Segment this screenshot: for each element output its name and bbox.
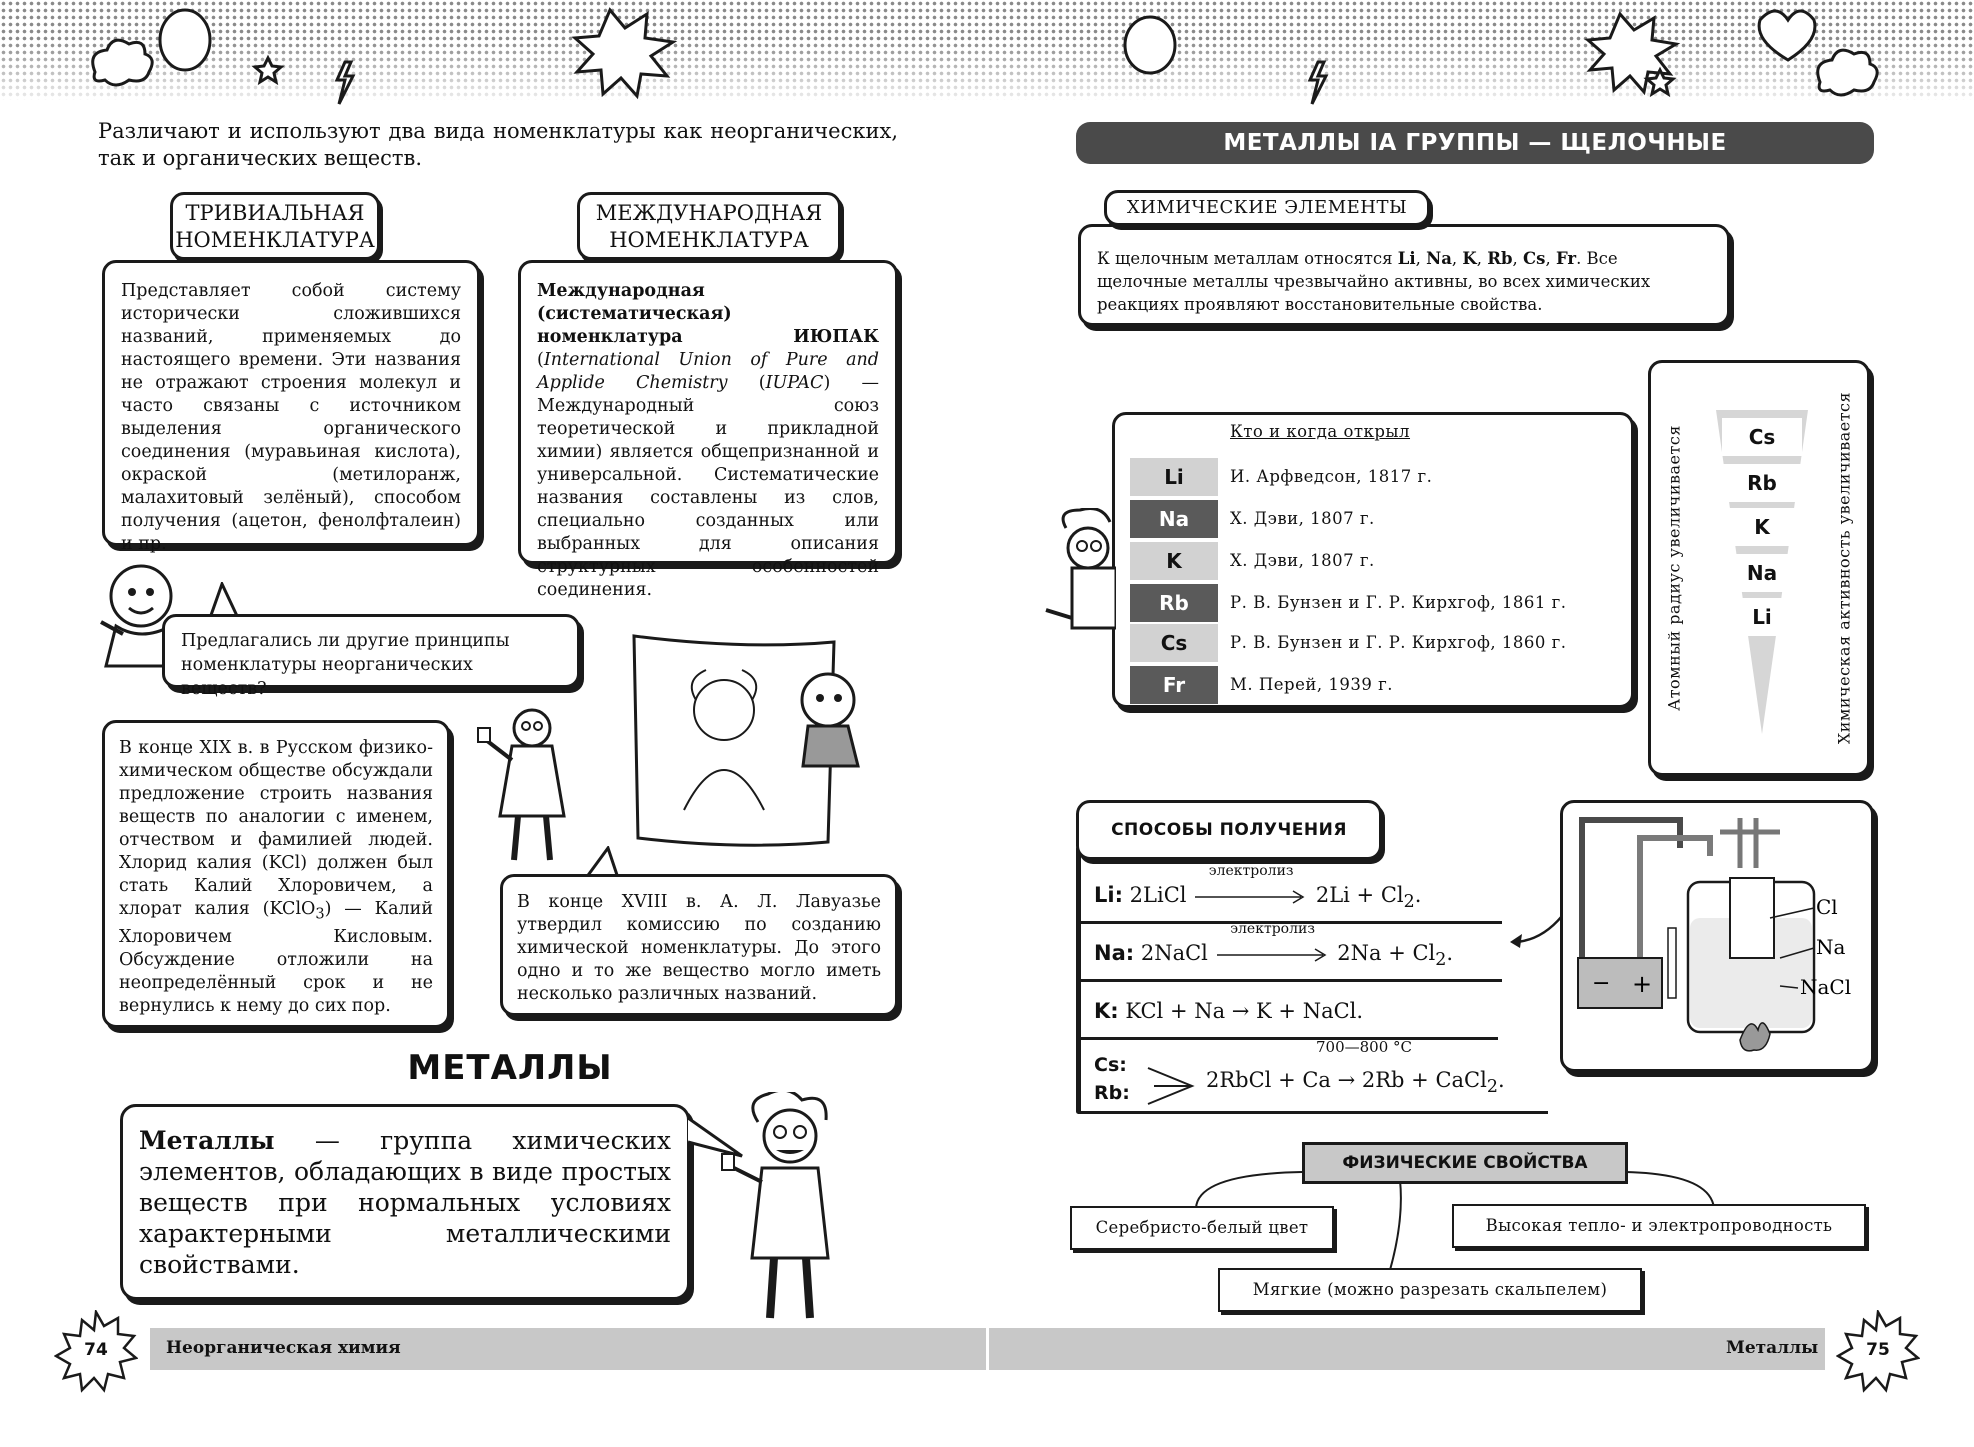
xviii-text: В конце XVIII в. А. Л. Лавуазье утвердил комиссию по созданию химической номенклатуры. До этого одно и то же вещество могло иметь несколько различных названий. xyxy=(517,892,881,1004)
trend-element: Na xyxy=(1722,554,1802,592)
trend-right-label-wrap xyxy=(1830,360,1858,776)
eq-csrb-end: . xyxy=(1497,1068,1505,1092)
equation-k xyxy=(1078,982,1498,1040)
scientist-character-illustration xyxy=(718,1092,868,1324)
international-nomenclature-box xyxy=(518,260,898,600)
discovery-symbol: Rb xyxy=(1130,584,1218,622)
eq-csrb-temp: 700—800 °C xyxy=(1316,1038,1413,1056)
bubble-icon xyxy=(1125,17,1175,73)
metals-def-rest: — группа химических элементов, обладающих в виде простых веществ при нормальных условиях характерными металлическими свойствами. xyxy=(139,1126,671,1279)
chem-text-a: К щелочным металлам относятся xyxy=(1097,249,1398,268)
burst-icon xyxy=(575,10,673,96)
chemical-elements-tab: ХИМИЧЕСКИЕ ЭЛЕМЕНТЫ xyxy=(1104,190,1430,226)
intl-text-italic: International Union of Pure and Applide Chemistry xyxy=(537,350,879,393)
page-number-right xyxy=(1836,1310,1920,1394)
trend-element: Cs xyxy=(1722,418,1802,456)
pointer-arrow-icon xyxy=(1506,912,1566,952)
question-bubble: Предлагались ли другие принципы номенклатуры неорганических веществ? xyxy=(162,614,580,688)
lightning-icon xyxy=(1310,62,1326,104)
intl-text-rest: ) — Международный союз теоретической и прикладной химии) является общепризнанной и универсальной. Систематические названия составлены из слов, специально созданных или выбранных для описания структурных особенностей соединения. xyxy=(537,373,879,600)
eq-csrb-sub: 2 xyxy=(1486,1077,1498,1098)
professor-character-illustration xyxy=(470,700,580,870)
trivial-title-line1: ТРИВИАЛЬНАЯ xyxy=(185,201,365,225)
label-na: Na xyxy=(1816,935,1846,959)
eq-li-sub: 2 xyxy=(1403,892,1415,913)
xix-sub: 3 xyxy=(315,905,325,923)
boy-holding-portrait-illustration xyxy=(788,660,878,780)
chem-el-rb: Rb xyxy=(1487,249,1513,268)
eq-li-lhs: 2LiCl xyxy=(1129,883,1187,907)
xix-century-box xyxy=(102,720,450,1028)
chem-text-b: . Все щелочные металлы чрезвычайно активны, во всех химических реакциях проявляют восстановительные свойства. xyxy=(1097,249,1651,314)
equation-na xyxy=(1078,920,1502,982)
discovery-symbol: K xyxy=(1130,542,1218,580)
electrolysis-apparatus-illustration xyxy=(1570,808,1870,1068)
electrolysis-arrow xyxy=(1215,920,1331,965)
xix-text-a: В конце XIX в. в Русском физико-химическом обществе обсуждали предложение строить названия веществ по аналогии с именем, отчеством и фамилией людей. Хлорид калия (KCl) должен был стать Калий Хлоровичем, а хлорат калия (KClO xyxy=(119,738,433,919)
international-nomenclature-tab xyxy=(577,192,841,260)
header-decorations xyxy=(0,0,1974,110)
xix-text-b: ) — Калий Хлоровичем Кисловым. Обсуждение отложили на неопределённый срок и не вернулись к нему до сих пор. xyxy=(119,899,434,1016)
discovery-symbol: Cs xyxy=(1130,624,1218,662)
eq-li-cond: электролиз xyxy=(1208,862,1294,879)
arrow-icon xyxy=(1193,887,1309,907)
prop-color: Серебристо-белый цвет xyxy=(1070,1206,1334,1250)
bubble-icon xyxy=(160,10,210,70)
trend-element: Rb xyxy=(1722,464,1802,502)
prop-conductivity: Высокая тепло- и электропроводность xyxy=(1452,1204,1866,1248)
label-cl: Cl xyxy=(1816,895,1838,919)
arrow-icon xyxy=(1215,945,1331,965)
eq-na-lhs: 2NaCl xyxy=(1140,941,1208,965)
discovery-who: М. Перей, 1939 г. xyxy=(1230,675,1393,694)
intl-title-line2: НОМЕНКЛАТУРА xyxy=(609,228,809,252)
lightning-icon xyxy=(337,62,353,104)
metals-def-bold: Металлы xyxy=(139,1126,275,1155)
cloud-icon xyxy=(93,40,152,85)
intro-paragraph: Различают и используют два вида номенклатуры как неорганических, так и органических веществ. xyxy=(98,119,898,170)
equation-cs-rb xyxy=(1078,1040,1548,1114)
eq-csrb-body xyxy=(1206,1068,1505,1097)
footer-right-title: Металлы xyxy=(1726,1338,1819,1358)
label-nacl: NaCl xyxy=(1800,975,1852,999)
heart-icon xyxy=(1759,11,1815,60)
chem-el-fr: Fr xyxy=(1555,249,1577,268)
eq-k-text: KCl + Na → K + NaCl. xyxy=(1125,999,1364,1023)
scientist-peeking-illustration xyxy=(1036,508,1116,648)
eq-na-label: Na: xyxy=(1094,941,1135,965)
trend-element: K xyxy=(1722,508,1802,546)
discovery-symbol: Na xyxy=(1130,500,1218,538)
intl-text-open: ( xyxy=(537,350,544,370)
metals-heading: МЕТАЛЛЫ xyxy=(407,1048,613,1088)
battery-minus: − xyxy=(1592,971,1611,996)
metals-definition-bubble xyxy=(120,1104,690,1300)
equation-li xyxy=(1078,862,1502,924)
discovery-who: Х. Дэви, 1807 г. xyxy=(1230,509,1375,528)
right-page-title: МЕТАЛЛЫ IA ГРУППЫ — ЩЕЛОЧНЫЕ xyxy=(1076,122,1874,164)
footer-right-bar xyxy=(989,1328,1825,1370)
bracket-icon xyxy=(1144,1066,1198,1106)
intl-text-open2: ( xyxy=(727,373,766,393)
discovery-who: Р. В. Бунзен и Г. Р. Кирхгоф, 1860 г. xyxy=(1230,633,1567,652)
methods-tab: СПОСОБЫ ПОЛУЧЕНИЯ xyxy=(1076,800,1382,860)
chem-el-k: K xyxy=(1462,249,1477,268)
page-number-left xyxy=(54,1310,138,1394)
eq-rb-label: Rb: xyxy=(1094,1082,1130,1104)
chem-el-na: Na xyxy=(1426,249,1452,268)
page-number-right-text: 75 xyxy=(1866,1340,1890,1360)
trend-element: Li xyxy=(1722,598,1802,636)
chem-el-li: Li xyxy=(1397,249,1416,268)
chem-el-cs: Cs xyxy=(1523,249,1546,268)
star-icon xyxy=(255,58,281,82)
intl-text-iupac: IUPAC xyxy=(765,373,824,393)
discovery-who: Р. В. Бунзен и Г. Р. Кирхгоф, 1861 г. xyxy=(1230,593,1567,612)
page-number-left-text: 74 xyxy=(84,1340,108,1360)
cloud-icon xyxy=(1818,50,1877,95)
eq-li-rhs: 2Li + Cl xyxy=(1315,883,1404,907)
xviii-century-box xyxy=(500,874,898,1016)
trivial-nomenclature-box xyxy=(102,260,480,554)
eq-k-label: K: xyxy=(1094,999,1119,1023)
eq-na-cond: электролиз xyxy=(1230,920,1315,937)
physical-properties-tab: ФИЗИЧЕСКИЕ СВОЙСТВА xyxy=(1302,1142,1628,1184)
eq-li-label: Li: xyxy=(1094,883,1123,907)
eq-cs-label: Cs: xyxy=(1094,1054,1127,1076)
discovery-symbol: Fr xyxy=(1130,666,1218,704)
eq-na-sub: 2 xyxy=(1435,950,1447,971)
trivial-nomenclature-tab xyxy=(170,192,380,260)
eq-na-end: . xyxy=(1446,941,1454,965)
atomic-radius-label: Атомный радиус увеличивается xyxy=(1664,425,1684,711)
trend-left-label-wrap xyxy=(1660,360,1688,776)
discovery-who: И. Арфведсон, 1817 г. xyxy=(1230,467,1433,486)
trivial-text: Представляет собой систему исторически сложившихся названий, применяемых до настоящего времени. Эти названия не отражают строения молекул и часто связаны с источником выделения органического соединения (муравьиная кислота), окраской (метилоранж, малахитовый зелёный), способом получения (ацетон, фенолфталеин) и пр. xyxy=(121,281,461,554)
discovery-header: Кто и когда открыл xyxy=(1230,422,1411,441)
eq-csrb-text: 2RbCl + Ca → 2Rb + CaCl xyxy=(1206,1068,1487,1092)
chemical-activity-label: Химическая активность увеличивается xyxy=(1834,391,1854,745)
discovery-symbol: Li xyxy=(1130,458,1218,496)
trivial-title-line2: НОМЕНКЛАТУРА xyxy=(175,228,375,252)
battery-plus: + xyxy=(1632,970,1653,998)
footer-left-title: Неорганическая химия xyxy=(166,1338,401,1358)
intl-text-bold: Международная (систематическая) номенклатура ИЮПАК xyxy=(537,281,879,347)
prop-soft: Мягкие (можно разрезать скальпелем) xyxy=(1218,1268,1642,1312)
chemical-elements-box: К щелочным металлам относятся Li, Na, K, Rb, Cs, Fr. Все щелочные металлы чрезвычайно активны, во всех химических реакциях проявляют восстановительные свойства. xyxy=(1078,224,1730,326)
electrolysis-arrow xyxy=(1193,862,1309,907)
discovery-who: Х. Дэви, 1807 г. xyxy=(1230,551,1375,570)
eq-na-rhs: 2Na + Cl xyxy=(1337,941,1436,965)
eq-li-end: . xyxy=(1414,883,1422,907)
intl-title-line1: МЕЖДУНАРОДНАЯ xyxy=(595,201,823,225)
